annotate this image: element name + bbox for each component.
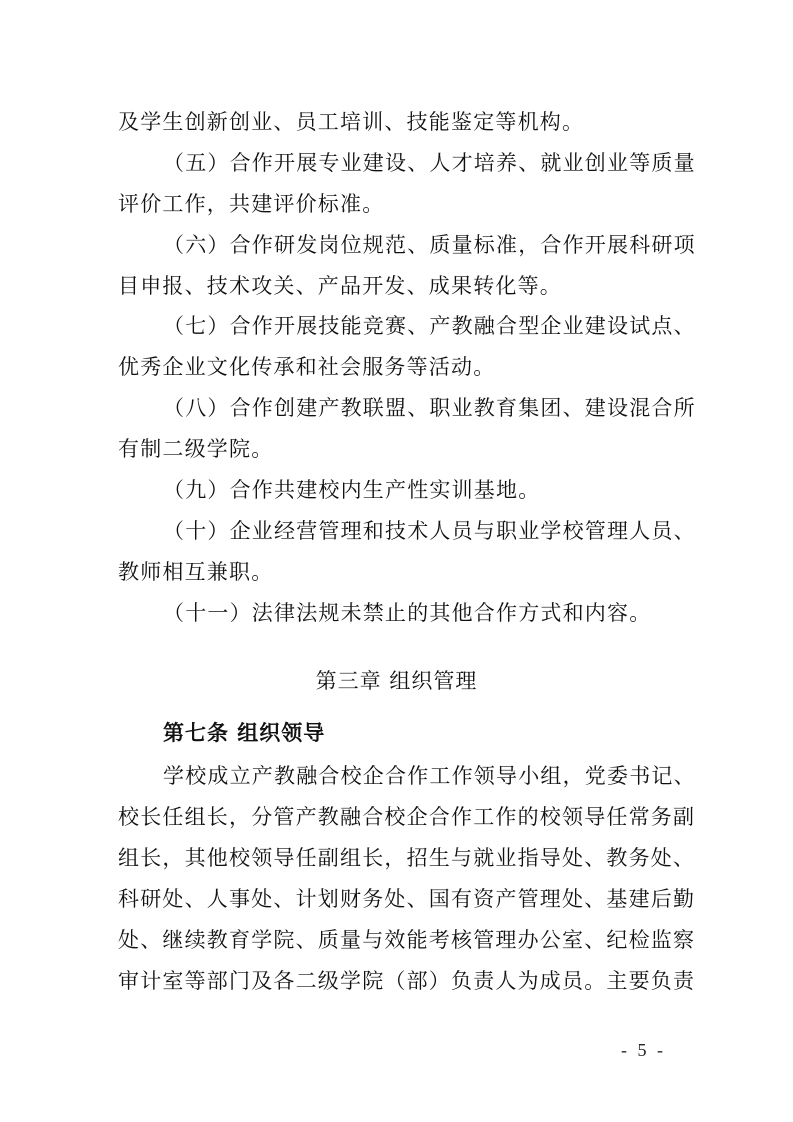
body-line: （八）合作创建产教联盟、职业教育集团、建设混合所 (163, 396, 696, 420)
body-line: （六）合作研发岗位规范、质量标准，合作开展科研项 (163, 233, 696, 257)
article-line: 审计室等部门及各二级学院（部）负责人为成员。主要负责 (118, 969, 696, 993)
article-line: 科研处、人事处、计划财务处、国有资产管理处、基建后勤 (118, 887, 696, 911)
body-line: （五）合作开展专业建设、人才培养、就业创业等质量 (163, 151, 696, 175)
article-line: 处、继续教育学院、质量与效能考核管理办公室、纪检监察 (118, 928, 696, 952)
body-line: 评价工作，共建评价标准。 (118, 192, 385, 216)
body-line: 有制二级学院。 (118, 437, 274, 461)
body-line: （九）合作共建校内生产性实训基地。 (163, 478, 541, 502)
body-line: （七）合作开展技能竞赛、产教融合型企业建设试点、 (163, 314, 696, 338)
article-line: 校长任组长，分管产教融合校企合作工作的校领导任常务副 (118, 805, 696, 829)
body-line: 目申报、技术攻关、产品开发、成果转化等。 (118, 274, 562, 298)
body-line: （十）企业经营管理和技术人员与职业学校管理人员、 (163, 519, 696, 543)
page-number: - 5 - (621, 1040, 666, 1060)
article-line: 学校成立产教融合校企合作工作领导小组，党委书记、 (163, 764, 696, 788)
article-line: 组长，其他校领导任副组长，招生与就业指导处、教务处、 (118, 846, 696, 870)
body-line: 优秀企业文化传承和社会服务等活动。 (118, 355, 496, 379)
body-line: 教师相互兼职。 (118, 560, 274, 584)
article-heading: 第七条 组织领导 (163, 721, 326, 745)
body-line: 及学生创新创业、员工培训、技能鉴定等机构。 (118, 110, 585, 134)
chapter-heading: 第三章 组织管理 (315, 669, 478, 693)
body-line: （十一）法律法规未禁止的其他合作方式和内容。 (163, 601, 652, 625)
